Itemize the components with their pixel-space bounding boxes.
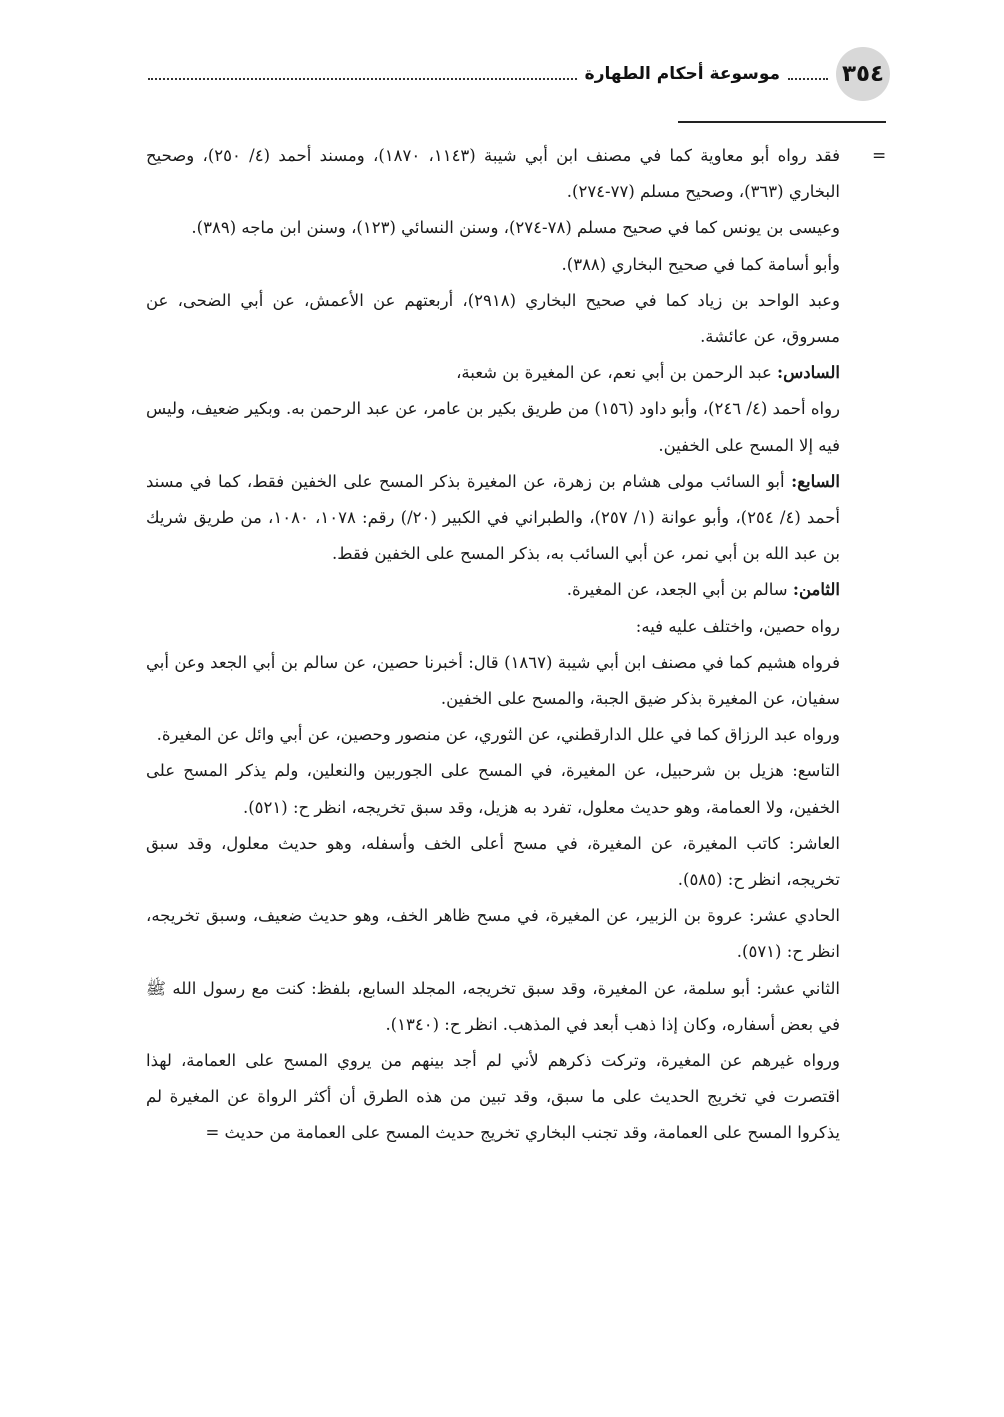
header-title: موسوعة أحكام الطهارة	[584, 64, 780, 84]
paragraph: الثاني عشر: أبو سلمة، عن المغيرة، وقد سبق تخريجه، المجلد السابع، بلفظ: كنت مع رسول الله ﷺ في بعض أسفاره، وكان إذا ذهب أبعد في المذهب. انظر ح: (١٣٤٠).	[146, 978, 840, 1034]
paragraph: التاسع: هزيل بن شرحبيل، عن المغيرة، في المسح على الجوربين والنعلين، ولم يذكر المسح على الخفين، ولا العمامة، وهو حديث معلول، تفرد به هزيل، وقد سبق تخريجه، انظر ح: (٥٢١).	[146, 761, 840, 817]
paragraph: رواه أحمد (٤/ ٢٤٦)، وأبو داود (١٥٦) من طريق بكير بن عامر، عن عبد الرحمن به. وبكير ضعيف، وليس فيه إلا المسح على الخفين.	[146, 399, 841, 455]
paragraph: السادس: عبد الرحمن بن أبي نعم، عن المغيرة بن شعبة،	[456, 363, 840, 383]
paragraph: ورواه عبد الرزاق كما في علل الدارقطني، عن الثوري، عن منصور وحصين، عن أبي وائل عن المغيرة.	[156, 725, 840, 745]
running-header	[148, 58, 828, 90]
paragraph: فقد رواه أبو معاوية كما في مصنف ابن أبي شيبة (١١٤٣، ١٨٧٠)، ومسند أحمد (٤/ ٢٥٠)، وصحيح البخاري (٣٦٣)، وصحيح مسلم (٧٧-٢٧٤).	[146, 146, 840, 202]
paragraph: الثامن: سالم بن أبي الجعد، عن المغيرة.	[566, 580, 840, 600]
paragraph: فرواه هشيم كما في مصنف ابن أبي شيبة (١٨٦٧) قال: أخبرنا حصين، عن سالم بن أبي الجعد وعن أبي سفيان، عن المغيرة بذكر ضيق الجبة، والمسح على الخفين.	[146, 652, 840, 709]
footnote-body	[146, 138, 840, 1152]
footnote-separator	[678, 121, 886, 123]
paragraph: العاشر: كاتب المغيرة، عن المغيرة، في مسح أعلى الخف وأسفله، وهو حديث معلول، وقد سبق تخريجه، انظر ح: (٥٨٥).	[146, 833, 840, 890]
paragraph: السابع: أبو السائب مولى هشام بن زهرة، عن المغيرة بذكر المسح على الخفين فقط، كما في مسند أحمد (٤/ ٢٥٤)، وأبو عوانة (١/ ٢٥٧)، والطبراني في الكبير (٢٠/) رقم: ١٠٧٨، ١٠٨٠، من طريق شريك بن عبد الله بن أبي نمر، عن أبي السائب به، بذكر المسح على الخفين فقط.	[146, 471, 840, 564]
paragraph: وعبد الواحد بن زياد كما في صحيح البخاري (٢٩١٨)، أربعتهم عن الأعمش، عن أبي الضحى، عن مسروق، عن عائشة.	[146, 290, 840, 347]
paragraph: ورواه غيرهم عن المغيرة، وتركت ذكرهم لأني لم أجد بينهم من يروي المسح على العمامة، لهذا اقتصرت في تخريج الحديث على ما سبق، وقد تبين من هذه الطرق أن أكثر الرواة عن المغيرة لم يذكروا المسح على العمامة، وقد تجنب البخاري تخريج حديث المسح على العمامة من حديث =	[146, 1051, 840, 1143]
continuation-mark: =	[872, 146, 887, 166]
header-dots-left	[148, 78, 577, 80]
paragraph-lead: الثامن:	[792, 580, 840, 600]
paragraph: وعيسى بن يونس كما في صحيح مسلم (٧٨-٢٧٤)، وسنن النسائي (١٢٣)، وسنن ابن ماجه (٣٨٩).	[191, 218, 840, 238]
paragraph-lead: السابع:	[791, 471, 840, 491]
paragraph-lead: السادس:	[777, 363, 840, 383]
page-number: ٣٥٤	[836, 47, 890, 101]
paragraph: الحادي عشر: عروة بن الزبير، عن المغيرة، في مسح ظاهر الخف، وهو حديث ضعيف، وسبق تخريجه، انظر ح: (٥٧١).	[146, 906, 840, 962]
paragraph: وأبو أسامة كما في صحيح البخاري (٣٨٨).	[561, 254, 840, 274]
header-dots-right	[788, 78, 828, 80]
paragraph: رواه حصين، واختلف عليه فيه:	[635, 616, 840, 636]
